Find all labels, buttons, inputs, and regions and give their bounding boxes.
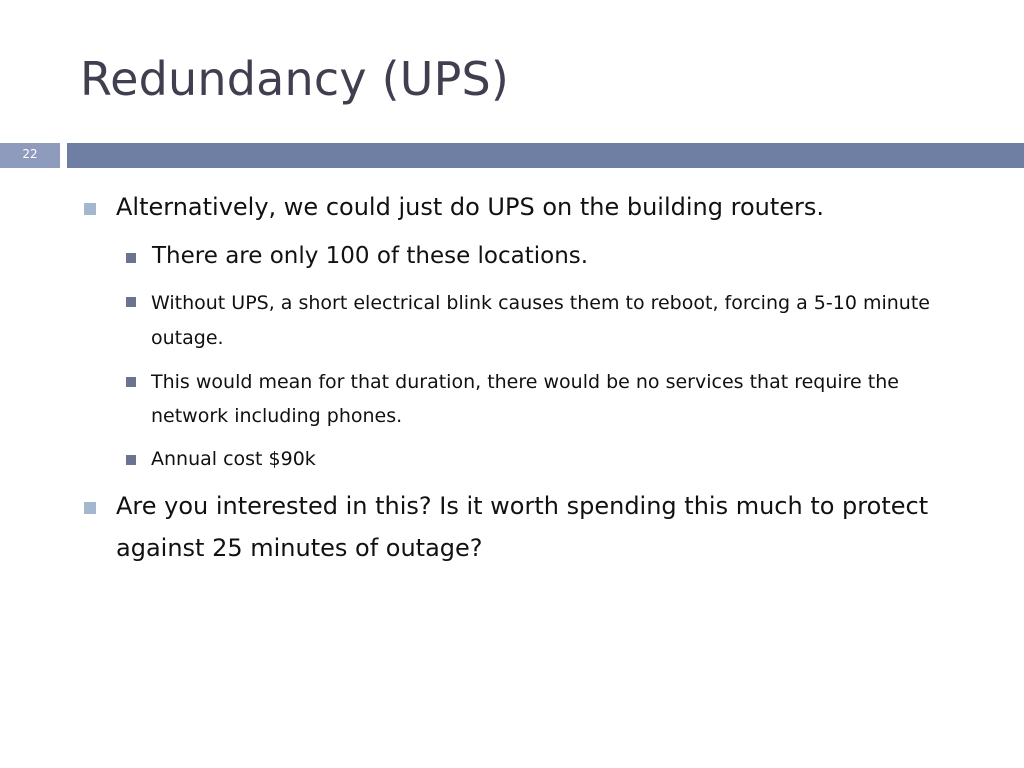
level2-bullet-text: This would mean for that duration, there would be no services that require the network including phones.	[151, 371, 899, 427]
level1-bullet-marker	[84, 502, 96, 514]
level1-bullet-marker	[84, 203, 96, 215]
level2-bullet-marker	[126, 297, 136, 307]
level2-bullet-text: There are only 100 of these locations.	[152, 243, 589, 269]
level2-bullet-marker	[126, 253, 136, 263]
slide-number: 22	[22, 147, 38, 161]
level2-bullet-text: Without UPS, a short electrical blink causes them to reboot, forcing a 5-10 minute outage.	[151, 292, 930, 349]
slide-title: Redundancy (UPS)	[80, 52, 510, 106]
level2-bullet-marker	[126, 377, 136, 387]
level2-bullet-marker	[126, 455, 136, 465]
level1-bullet-text: Alternatively, we could just do UPS on the building routers.	[116, 193, 825, 221]
level2-bullet-text: Annual cost $90k	[151, 448, 316, 470]
level1-bullet-text: Are you interested in this? Is it worth spending this much to protect against 25 minutes of outage?	[116, 492, 929, 562]
